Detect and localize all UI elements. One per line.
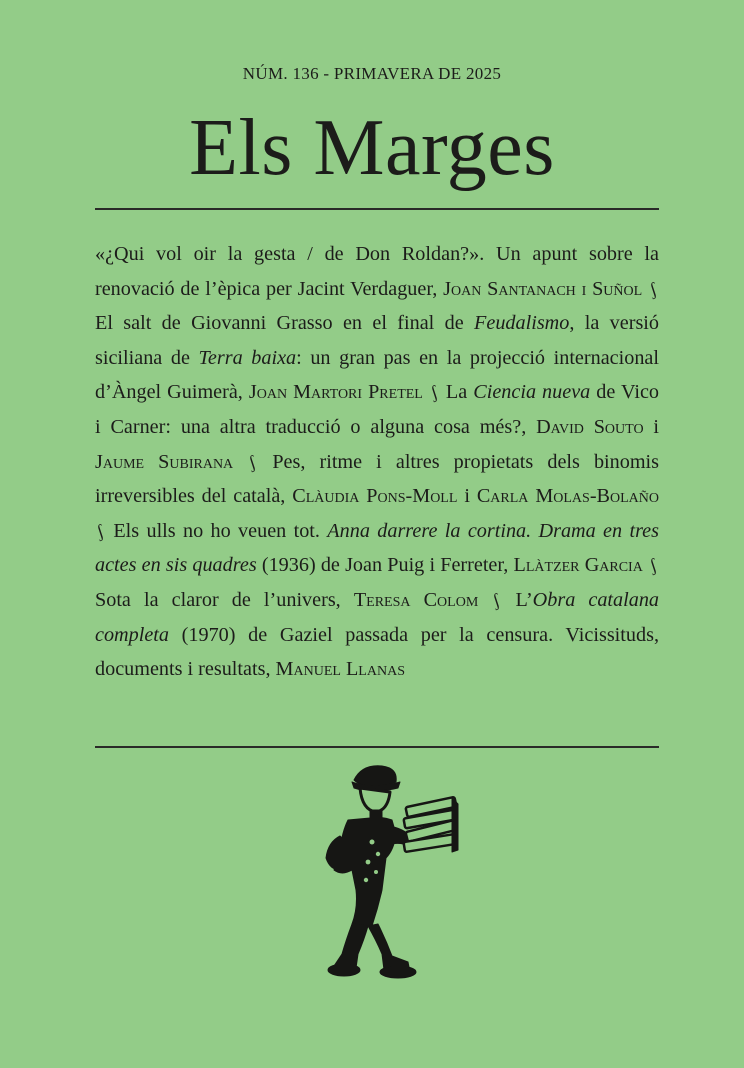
toc-entry-3: La Ciencia nueva de Vico i Carner: una altra traducció o alguna cosa més?, David Souto i Jaume Subirana (95, 381, 660, 473)
toc-author: David Souto (536, 415, 644, 438)
toc-author: Carla Molas-Bolaño (476, 485, 660, 508)
toc-entry-6: Sota la claror de l’univers, Teresa Colom (95, 588, 479, 611)
separator-icon: ʃ (490, 589, 503, 611)
toc-author: Clàudia Pons-Moll (292, 485, 458, 508)
toc-entry-4: Pes, ritme i altres propietats dels binomis irreversibles del català, Clàudia Pons-Moll i Carla Molas-Bolaño (95, 450, 660, 508)
toc-author: Teresa Colom (353, 588, 479, 611)
toc-author: Manuel Llanas (275, 658, 405, 681)
toc-entry-1: «¿Qui vol oir la gesta / de Don Roldan?». Un apunt sobre la renovació de l’èpica per Jacint Verdaguer, Joan Santanach i Suñol (95, 243, 659, 300)
top-divider (95, 208, 659, 210)
toc-author: Jaume Subirana (95, 450, 234, 473)
toc-author: Joan Martori Pretel (248, 381, 423, 404)
bookseller-figure-icon (312, 758, 472, 988)
toc-author: Joan Santanach i Suñol (443, 277, 643, 300)
separator-icon: ʃ (647, 278, 659, 300)
bottom-divider (95, 746, 659, 748)
table-of-contents (95, 237, 659, 687)
issue-number: NÚM. 136 - PRIMAVERA DE 2025 (242, 64, 502, 83)
toc-entry-2: El salt de Giovanni Grasso en el final de Feudalismo, la versió siciliana de Terra baixa: un gran pas en la projecció internacional d’Àngel Guimerà, Joan Martori Pretel (95, 312, 660, 404)
separator-icon: ʃ (427, 381, 440, 403)
separator-icon: ʃ (94, 520, 106, 542)
journal-title: Els Marges (189, 104, 555, 192)
separator-icon: ʃ (246, 451, 259, 473)
toc-author: Llàtzer Garcia (513, 554, 643, 577)
separator-icon: ʃ (647, 554, 659, 576)
toc-entry-7: L’Obra catalana completa (1970) de Gaziel passada per la censura. Vicissituds, documents i resultats, Manuel Llanas (95, 588, 660, 681)
toc-entry-5: Els ulls no ho veuen tot. Anna darrere la cortina. Drama en tres actes en sis quadres (1936) de Joan Puig i Ferreter, Llàtzer Garcia (95, 519, 659, 577)
